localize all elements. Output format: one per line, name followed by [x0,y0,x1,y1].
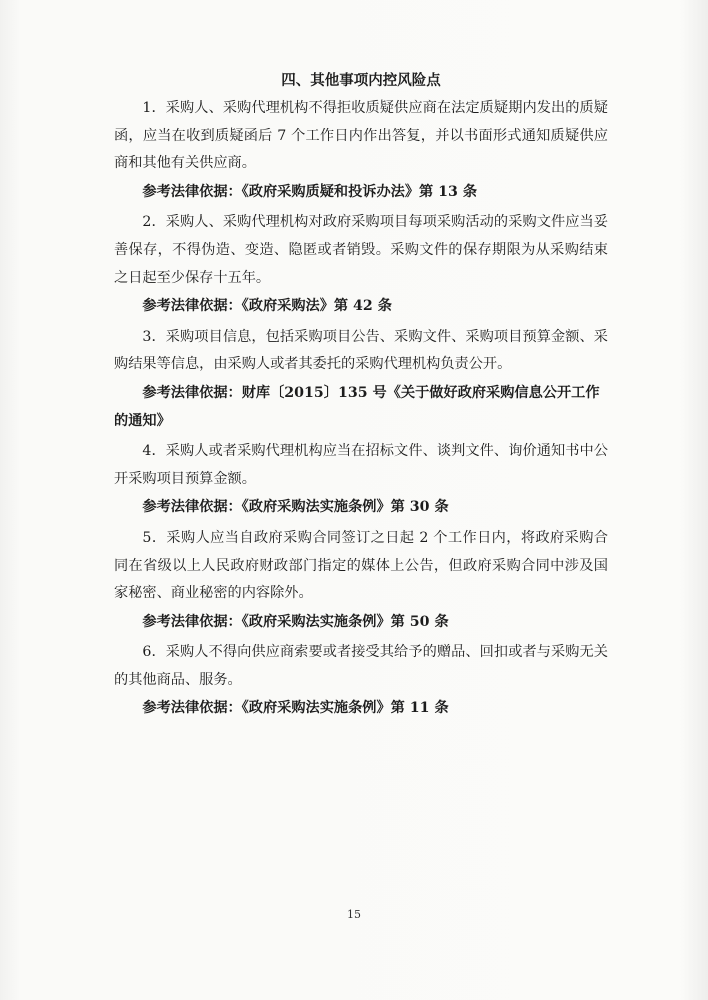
item-3-text: 3．采购项目信息，包括采购项目公告、采购文件、采购项目预算金额、采购结果等信息，由采购人或者其委托的采购代理机构负责公开。 [114,328,608,373]
basis-reference: 《政府采购质疑和投诉办法》第 13 条 [241,183,478,200]
item-1-basis [114,179,608,207]
page-content [114,66,608,726]
section-heading: 四、其他事项内控风险点 [281,72,441,89]
basis-label: 参考法律依据： [142,298,242,315]
item-6-basis [114,695,608,723]
item-1-text: 1．采购人、采购代理机构不得拒收质疑供应商在法定质疑期内发出的质疑函，应当在收到质疑函后 7 个工作日内作出答复，并以书面形式通知质疑供应商和其他有关供应商。 [114,100,608,172]
item-5-text: 5．采购人应当自政府采购合同签订之日起 2 个工作日内，将政府采购合同在省级以上人民政府财政部门指定的媒体上公告，但政府采购合同中涉及国家秘密、商业秘密的内容除外。 [114,529,608,602]
basis-label: 参考法律依据： [142,183,242,200]
basis-reference: 《政府采购法实施条例》第 50 条 [241,613,449,630]
item-5-basis [114,609,608,637]
basis-reference: 《政府采购法》第 42 条 [241,298,392,315]
item-2-text: 2．采购人、采购代理机构对政府采购项目每项采购活动的采购文件应当妥善保存，不得伪造、变造、隐匿或者销毁。采购文件的保存期限为从采购结束之日起至少保存十五年。 [114,214,608,286]
basis-reference: 财库〔2015〕135 号《关于做好政府采购信息公开工作的通知》 [114,384,600,429]
basis-label: 参考法律依据： [142,700,242,717]
item-2-basis [114,293,608,321]
basis-label: 参考法律依据： [142,384,242,401]
basis-reference: 《政府采购法实施条例》第 11 条 [241,700,449,717]
item-3-basis [114,380,608,435]
item-4-basis [114,494,608,522]
basis-reference: 《政府采购法实施条例》第 30 条 [241,499,449,516]
item-4-text: 4．采购人或者采购代理机构应当在招标文件、谈判文件、询价通知书中公开采购项目预算金额。 [114,443,608,487]
item-6-text: 6．采购人不得向供应商索要或者接受其给予的赠品、回扣或者与采购无关的其他商品、服务。 [114,644,608,688]
basis-label: 参考法律依据： [142,499,242,516]
page-number: 15 [347,908,361,921]
basis-label: 参考法律依据： [142,613,242,630]
